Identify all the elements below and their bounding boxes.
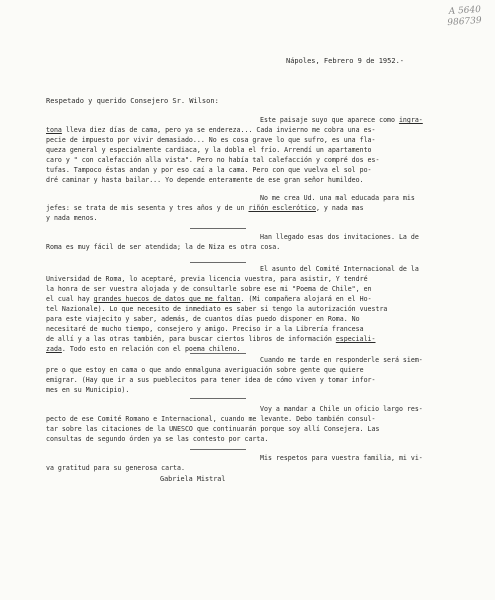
paragraph-3: Han llegado esas dos invitaciones. La de Roma es muy fácil de ser atendida; la de Niza es otra cosa. [46,233,419,251]
salutation: Respetado y querido Consejero Sr. Wilson: [46,97,219,105]
archive-annotation [446,5,482,29]
section-rule [190,228,246,229]
paragraph-2: No me crea Ud. una mal educada para mis jefes: se trata de mis sesenta y tres años y de un riñón esclerótico, y nada mas y nada menos. [46,194,415,222]
paragraph-1: Este paisaje suyo que aparece como ingra- tona lleva diez días de cama, pero ya se endereza... Cada invierno me cobra una es- pecie de impuesto por vivir demasiado... No es cosa grave lo que sufro, es una fla- queza general y especialmente cardiaca, y la dobla el frío. Arrendí un apartamento caro y " con calefacción alla vista". Pero no había tal calefacción y compré dos es- tufas. Tampoco éstas andan y por eso caí a la cama. Pero con que vuelva el sol po- dré caminar y hasta bailar... Yo depende enteramente de ese gran señor humildeo. [46,116,423,184]
paragraph-6: Voy a mandar a Chile un oficio largo res- pecto de ese Comité Romano e Internacional, cuando me levante. Debo también consul- tar sobre las citaciones de la UNESCO que continuarán porque soy allí Consejera. Las consultas de segundo órden ya se las contesto por carta. [46,405,423,443]
section-rule [190,262,246,263]
section-rule [190,398,246,399]
paragraph-5: Cuando me tarde en responderle será siem- pre o que estoy en cama o que ando enmalguna averiguación sobre gente que quiere emigrar. (Hay que ir a sus pueblecitos para tener idea de cómo viven y tomar infor- mes en su Municipio). [46,356,423,394]
section-rule [190,353,246,354]
section-rule [190,449,246,450]
signature: Gabriela Mistral [160,475,226,483]
annotation-line-2: 986739 [446,15,482,29]
paragraph-7: Mis respetos para vuestra familia, mi vi- va gratitud para su generosa carta. [46,454,423,472]
annotation-line-1: A 5640 [448,4,481,18]
paragraph-4: El asunto del Comité Internacional de la Universidad de Roma, lo aceptaré, previa licencia vuestra, para asistir, Y tendré la honra de ser vuestra alojada y de consultarle sobre ese mi "Poema de Chile", en el cual hay grandes huecos de datos que me faltan. (Mi compañera alojará en el Ho- tel Nazionale). Lo que necesito de inmediato es saber si tengo la autorización vuestra para este viajecito y saber, además, de cuantos días puedo disponer en Roma. No necesitaré de mucho tiempo, consejero y amigo. Preciso ir a la Librería francesa de allí y a las otras también, para buscar ciertos libros de información especiali- zada. Todo esto en relación con el poema chileno. [46,265,419,353]
dateline: Nápoles, Febrero 9 de 1952.- [286,57,405,65]
